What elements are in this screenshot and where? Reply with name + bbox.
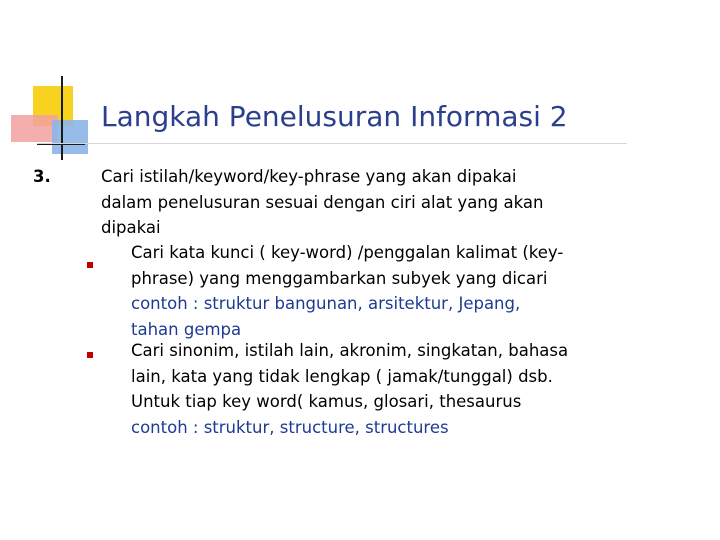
corner-logo (0, 0, 110, 170)
example-line: contoh : struktur, structure, structures (131, 417, 449, 437)
bullet-line: Cari sinonim, istilah lain, akronim, singkatan, bahasa (131, 341, 569, 360)
bullet-square-icon (87, 262, 93, 268)
slide-title: Langkah Penelusuran Informasi 2 (101, 100, 568, 133)
bullet-line: Untuk tiap key word( kamus, glosari, thesaurus (131, 392, 522, 411)
step-number: 3. (33, 167, 51, 186)
bullet-square-icon (87, 352, 93, 358)
bullet-line: Cari kata kunci ( key-word) /penggalan kalimat (key- (131, 243, 564, 262)
logo-red-square (11, 115, 58, 142)
logo-blue-square (52, 120, 88, 154)
main-line: dalam penelusuran sesuai dengan ciri alat yang akan (101, 192, 544, 212)
main-line: Cari istilah/keyword/key-phrase yang akan dipakai (101, 167, 517, 186)
title-divider (37, 143, 627, 144)
main-paragraph (101, 164, 543, 241)
example-line: contoh : struktur bangunan, arsitektur, Jepang, (131, 294, 521, 313)
bullet-item-keywords (131, 240, 563, 342)
logo-vertical-line (61, 76, 63, 160)
bullet-line: phrase) yang menggambarkan subyek yang dicari (131, 268, 548, 288)
example-line: tahan gempa (131, 319, 242, 339)
main-line: dipakai (101, 218, 161, 237)
bullet-item-synonyms (131, 338, 568, 440)
bullet-line: lain, kata yang tidak lengkap ( jamak/tunggal) dsb. (131, 366, 553, 386)
